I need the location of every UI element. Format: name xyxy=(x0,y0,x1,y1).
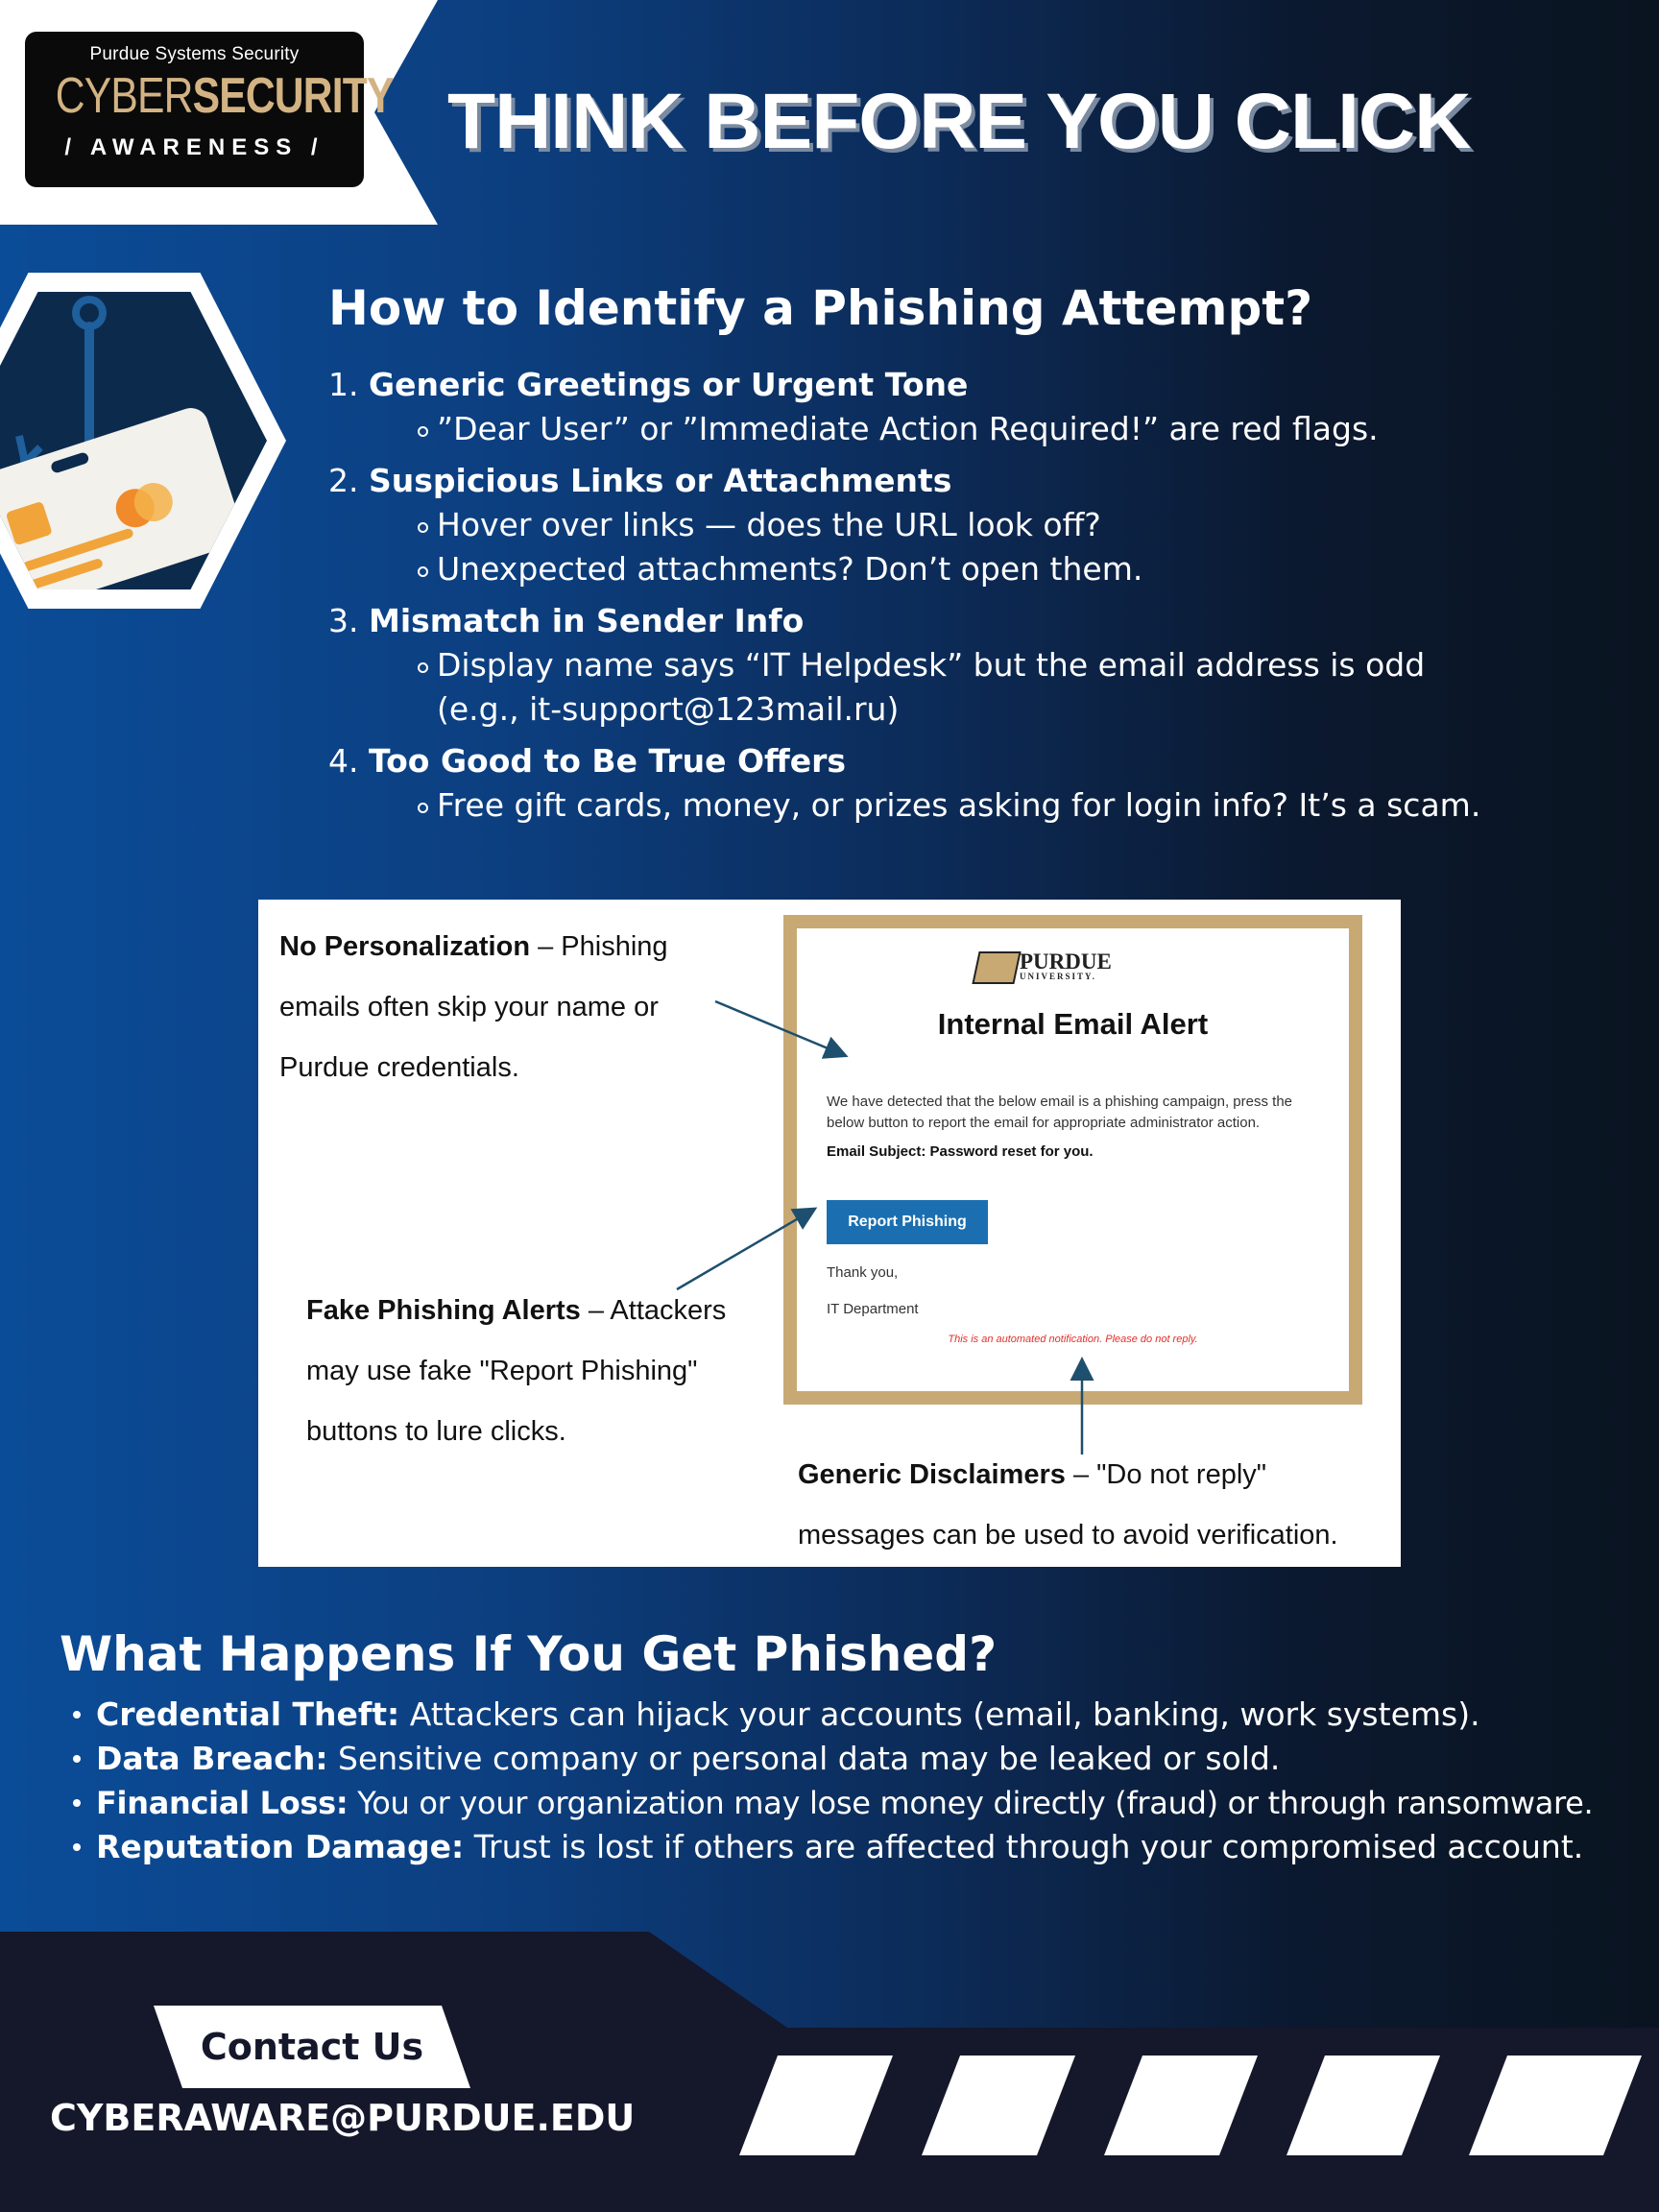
item-detail: Free gift cards, money, or prizes asking for login info? It’s a scam. xyxy=(328,783,1528,828)
annotation-bold: Generic Disclaimers xyxy=(798,1459,1066,1490)
item-title: Mismatch in Sender Info xyxy=(369,602,805,639)
brand-name: PURDUE xyxy=(1020,950,1112,974)
list-item xyxy=(328,739,1528,828)
arrow-personalization xyxy=(715,1001,844,1055)
annotation-text: emails often skip your name or xyxy=(279,992,659,1022)
item-detail: Unexpected attachments? Don’t open them. xyxy=(328,547,1528,591)
phishing-example-panel xyxy=(258,900,1401,1567)
logo-main-text xyxy=(55,68,394,124)
cybersecurity-awareness-logo xyxy=(25,32,394,187)
consequence-text: Sensitive company or personal data may be leaked or sold. xyxy=(327,1740,1281,1777)
consequence-text: You or your organization may lose money directly (fraud) or through ransomware. xyxy=(348,1785,1594,1821)
list-item xyxy=(328,599,1528,732)
item-title: Generic Greetings or Urgent Tone xyxy=(369,366,969,403)
logo-sub-text: / AWARENESS / xyxy=(64,134,325,160)
email-title: Internal Email Alert xyxy=(937,1007,1209,1041)
consequence-text: Attackers can hijack your accounts (email, banking, work systems). xyxy=(399,1695,1480,1733)
annotation-bold: No Personalization xyxy=(279,931,531,962)
email-subject: Email Subject: Password reset for you. xyxy=(827,1143,1094,1160)
item-detail: ”Dear User” or ”Immediate Action Required!” are red flags. xyxy=(328,407,1528,451)
identify-title: How to Identify a Phishing Attempt? xyxy=(328,280,1313,336)
consequence-label: Data Breach: xyxy=(96,1740,328,1777)
item-number: 2. xyxy=(328,462,359,499)
list-item xyxy=(71,1825,1659,1869)
annotation-arrows xyxy=(258,900,1401,1567)
consequence-label: Reputation Damage: xyxy=(96,1828,465,1865)
item-number: 3. xyxy=(328,602,359,639)
annotation-text: Purdue credentials. xyxy=(279,1052,519,1083)
contact-email-link[interactable]: CYBERAWARE@PURDUE.EDU xyxy=(50,2097,636,2139)
arrow-fake-alert xyxy=(677,1210,813,1289)
consequences-title: What Happens If You Get Phished? xyxy=(60,1626,998,1682)
email-body: We have detected that the below email is a phishing campaign, press the below button to report the email for appropriate administrator action. xyxy=(827,1094,1293,1131)
item-title: Suspicious Links or Attachments xyxy=(369,462,952,499)
email-disclaimer: This is an automated notification. Please do not reply. xyxy=(948,1334,1198,1345)
email-signature: IT Department xyxy=(827,1301,919,1317)
list-item xyxy=(328,459,1528,591)
item-detail-continued: (e.g., it-support@123mail.ru) xyxy=(437,690,900,728)
logo-main-b: SECURITY xyxy=(192,68,394,124)
list-item xyxy=(328,363,1528,451)
consequences-list xyxy=(71,1693,1659,1869)
page-headline: THINK BEFORE YOU CLICK xyxy=(447,78,1471,165)
item-detail: Hover over links — does the URL look off? xyxy=(328,503,1528,547)
item-title: Too Good to Be True Offers xyxy=(369,742,847,780)
item-detail: Display name says “IT Helpdesk” but the email address is odd xyxy=(328,643,1528,687)
brand-sub: UNIVERSITY. xyxy=(1020,972,1096,981)
consequence-text: Trust is lost if others are affected through your compromised account. xyxy=(464,1828,1584,1865)
annotation-text: – Phishing xyxy=(530,931,668,962)
annotation-text: – Attackers xyxy=(580,1295,727,1326)
item-number: 4. xyxy=(328,742,359,780)
logo-main-a: CYBER xyxy=(55,68,193,124)
annotation-text: – "Do not reply" xyxy=(1065,1459,1267,1490)
annotation-text: buttons to lure clicks. xyxy=(306,1416,566,1447)
logo-top-text: Purdue Systems Security xyxy=(89,44,300,64)
list-item xyxy=(71,1737,1659,1781)
annotation-text: may use fake "Report Phishing" xyxy=(306,1356,698,1386)
consequence-label: Financial Loss: xyxy=(96,1785,349,1821)
item-number: 1. xyxy=(328,366,359,403)
annotation-bold: Fake Phishing Alerts xyxy=(306,1295,581,1326)
report-phishing-button[interactable]: Report Phishing xyxy=(827,1200,988,1244)
email-thanks: Thank you, xyxy=(827,1264,899,1281)
list-item xyxy=(71,1693,1659,1737)
identify-list xyxy=(328,363,1528,835)
list-item xyxy=(71,1781,1659,1825)
annotation-text: messages can be used to avoid verification. xyxy=(798,1520,1338,1551)
contact-us-label: Contact Us xyxy=(200,2026,424,2068)
consequence-label: Credential Theft: xyxy=(96,1695,400,1733)
